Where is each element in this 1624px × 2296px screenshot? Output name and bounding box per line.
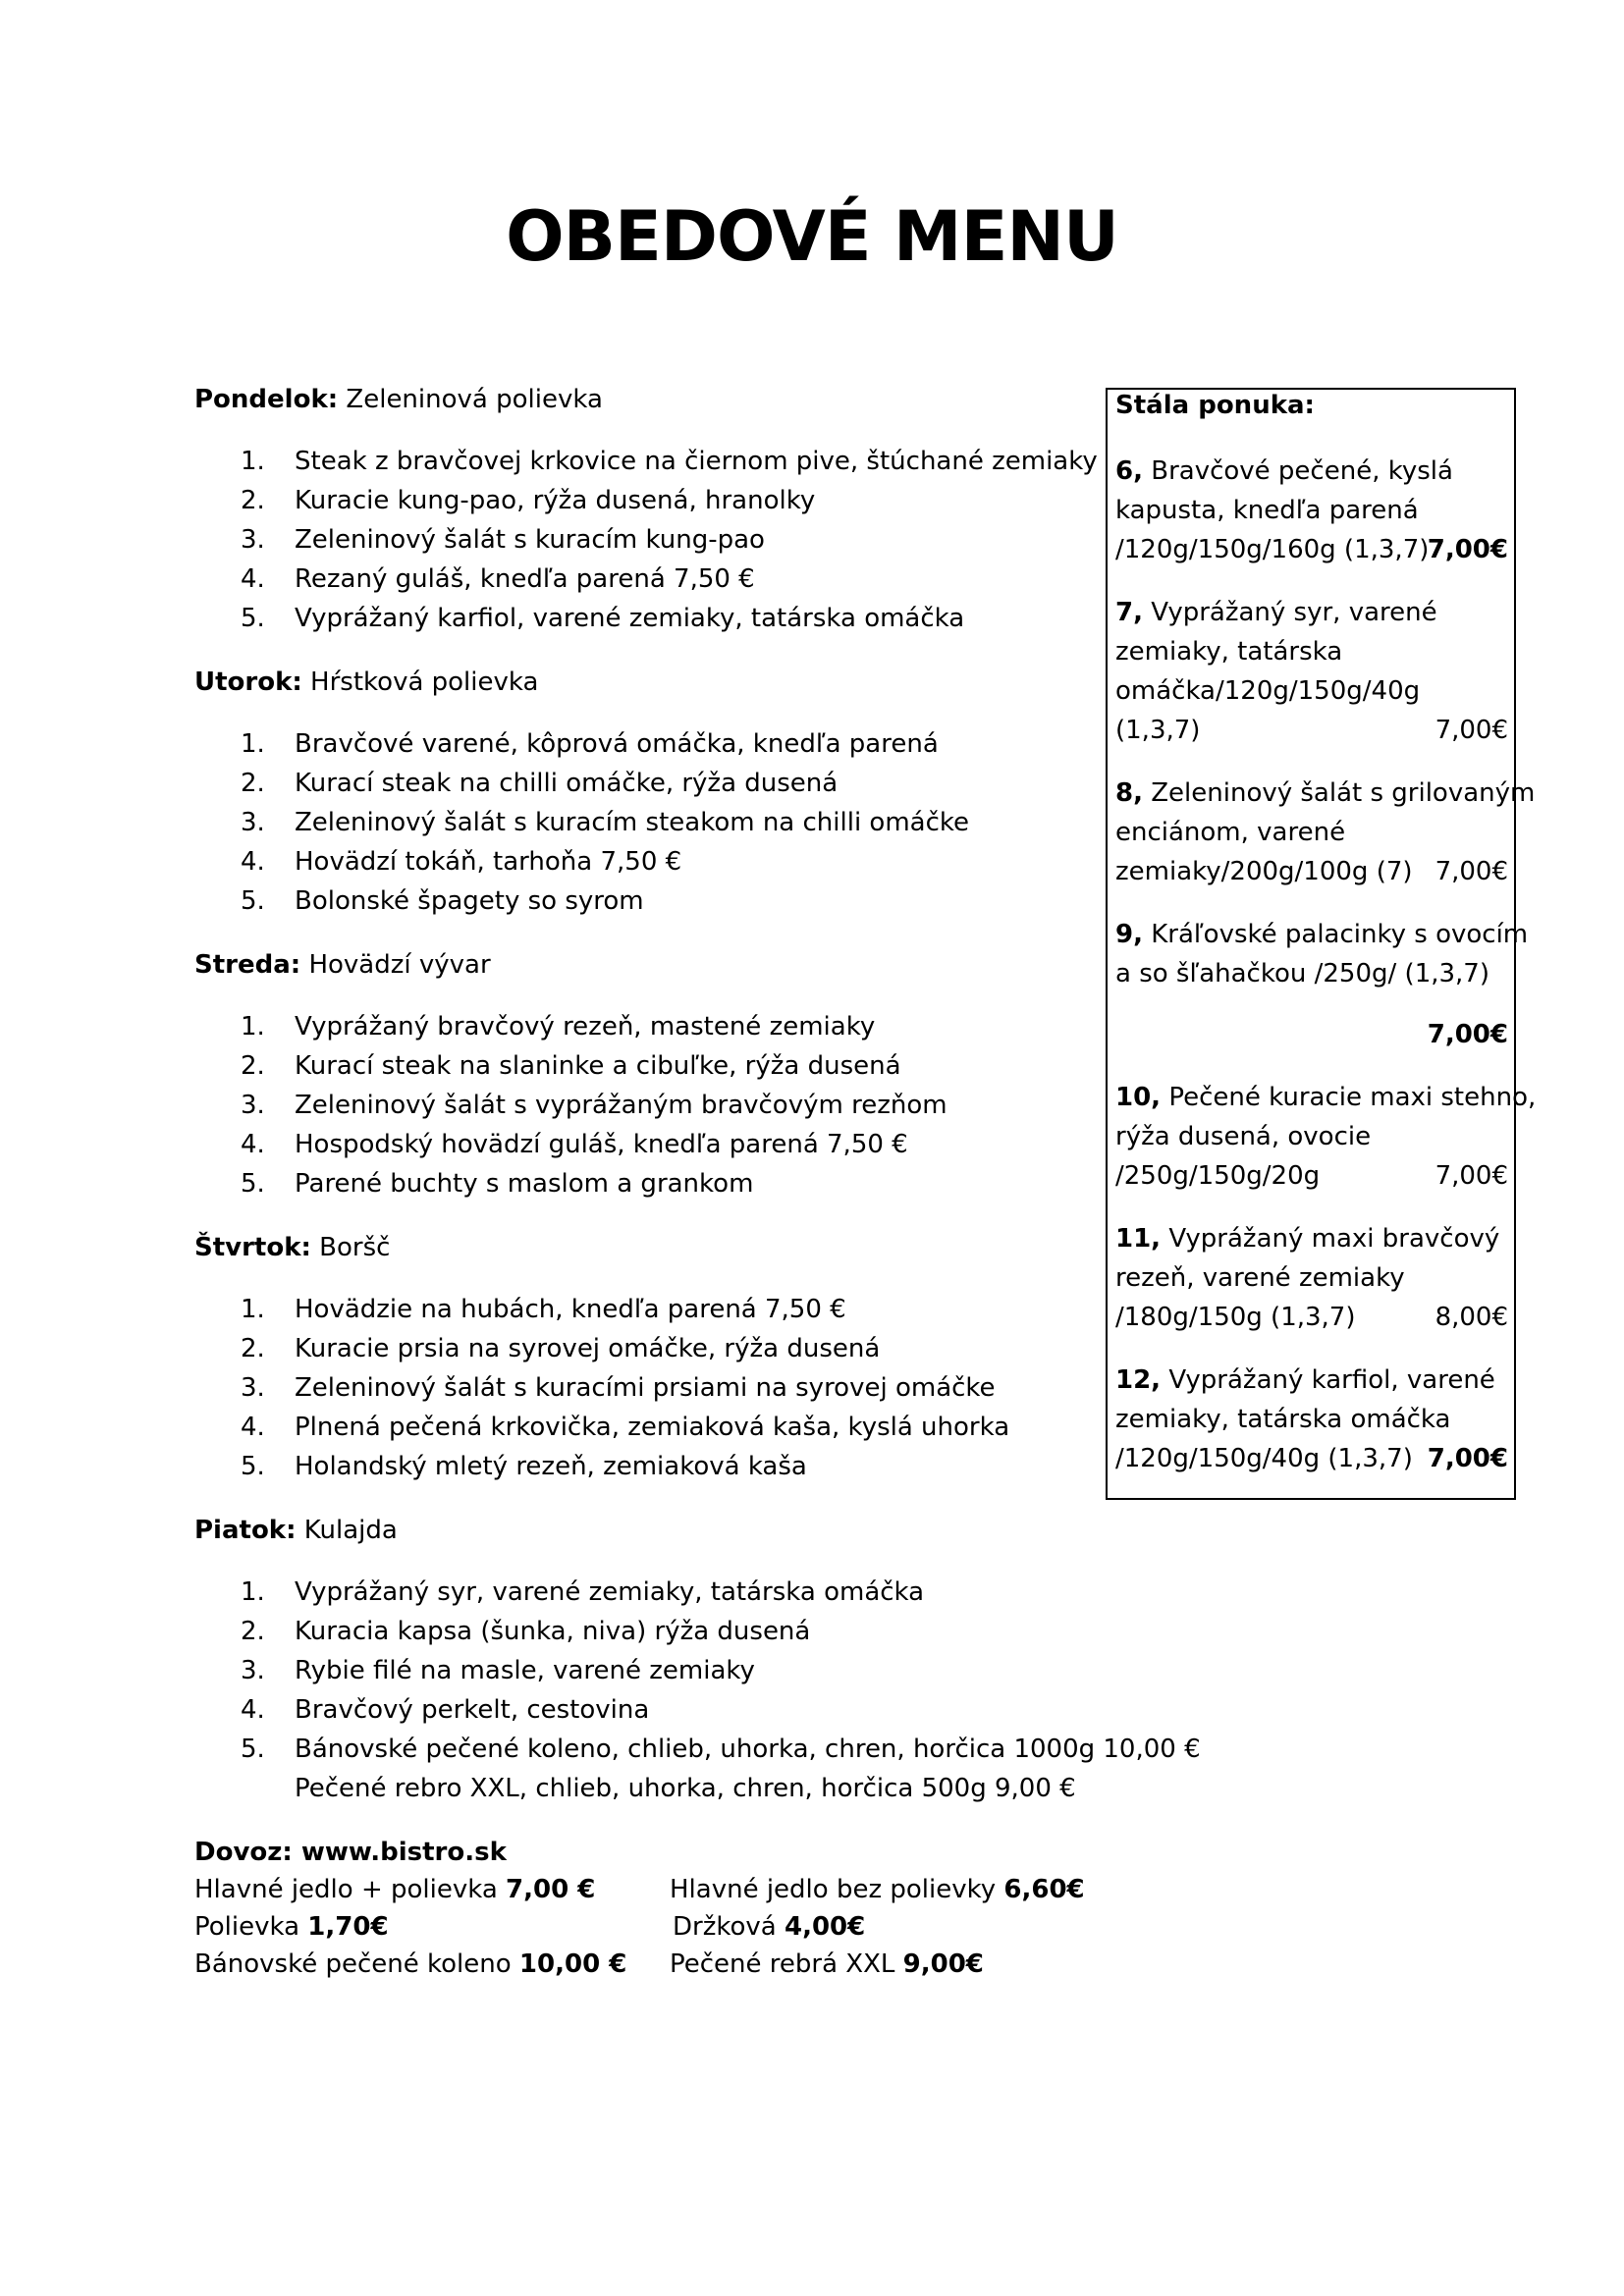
list-item-continuation: Pečené rebro XXL, chlieb, uhorka, chren, horčica 500g 9,00 € xyxy=(295,1774,1076,1803)
list-item: 5. Holandský mletý rezeň, zemiaková kaša xyxy=(241,1452,807,1481)
price-row: Polievka 1,70€ Držková 4,00€ xyxy=(194,1912,866,1942)
list-item: 3. Zeleninový šalát s vyprážaným bravčovým rezňom xyxy=(241,1091,947,1120)
day-name: Piatok: xyxy=(194,1516,297,1545)
list-item: 3. Zeleninový šalát s kuracími prsiami na syrovej omáčke xyxy=(241,1373,996,1403)
list-item: 1. Bravčové varené, kôprová omáčka, knedľa parená xyxy=(241,729,939,759)
menu-list-tuesday xyxy=(241,724,969,921)
standing-item: 9, Kráľovské palacinky s ovocím a so šľahačkou /250g/ (1,3,7) 7,00€ xyxy=(1115,915,1508,1054)
day-heading-tuesday xyxy=(194,669,538,695)
day-heading-wednesday xyxy=(194,952,491,978)
list-item: 3. Rybie filé na masle, varené zemiaky xyxy=(241,1656,755,1685)
standing-item: 11, Vyprážaný maxi bravčový rezeň, varené zemiaky /180g/150g (1,3,7) 8,00€ xyxy=(1115,1219,1508,1337)
list-item: 4. Hospodský hovädzí guláš, knedľa parená 7,50 € xyxy=(241,1130,908,1159)
day-name: Pondelok: xyxy=(194,385,339,414)
price: 7,00€ xyxy=(1427,535,1508,564)
price-row: Hlavné jedlo + polievka 7,00 € Hlavné jedlo bez polievky 6,60€ xyxy=(194,1875,1085,1904)
list-item: 4. Rezaný guláš, knedľa parená 7,50 € xyxy=(241,564,755,594)
price: 8,00€ xyxy=(1435,1303,1508,1332)
price: 7,00€ xyxy=(1427,1020,1508,1049)
list-item: 1. Vyprážaný bravčový rezeň, mastené zemiaky xyxy=(241,1012,876,1041)
day-soup: Zeleninová polievka xyxy=(346,385,603,414)
list-item: 3. Zeleninový šalát s kuracím steakom na chilli omáčke xyxy=(241,808,970,837)
list-item: 4. Hovädzí tokáň, tarhoňa 7,50 € xyxy=(241,847,682,877)
list-item: 1. Hovädzie na hubách, knedľa parená 7,50 € xyxy=(241,1295,846,1324)
day-soup: Hovädzí vývar xyxy=(308,950,491,980)
standing-offer-title: Stála ponuka: xyxy=(1115,391,1315,420)
day-heading-friday xyxy=(194,1518,398,1543)
price-row: Bánovské pečené koleno 10,00 € Pečené rebrá XXL 9,00€ xyxy=(194,1949,984,1979)
list-item: 2. Kuracie kung-pao, rýža dusená, hranolky xyxy=(241,486,816,515)
page-title: OBEDOVÉ MENU xyxy=(506,196,1118,277)
list-item: 4. Bravčový perkelt, cestovina xyxy=(241,1695,650,1725)
standing-item: 7, Vyprážaný syr, varené zemiaky, tatárska omáčka/120g/150g/40g (1,3,7) 7,00€ xyxy=(1115,593,1508,750)
menu-list-wednesday xyxy=(241,1007,947,1203)
list-item: 2. Kuracie prsia na syrovej omáčke, rýža dusená xyxy=(241,1334,881,1363)
day-heading-monday xyxy=(194,387,603,412)
day-name: Streda: xyxy=(194,950,301,980)
list-item: 5. Vyprážaný karfiol, varené zemiaky, tatárska omáčka xyxy=(241,604,965,633)
list-item: 5. Parené buchty s maslom a grankom xyxy=(241,1169,754,1199)
day-soup: Boršč xyxy=(319,1233,391,1262)
day-heading-thursday xyxy=(194,1235,390,1260)
standing-item: 12, Vyprážaný karfiol, varené zemiaky, tatárska omáčka /120g/150g/40g (1,3,7) 7,00€ xyxy=(1115,1361,1508,1478)
standing-item: 10, Pečené kuracie maxi stehno, rýža dusená, ovocie /250g/150g/20g 7,00€ xyxy=(1115,1078,1508,1196)
day-soup: Hŕstková polievka xyxy=(310,667,539,697)
price: 7,00€ xyxy=(1435,857,1508,886)
standing-item: 6, Bravčové pečené, kyslá kapusta, knedľa parená /120g/150g/160g (1,3,7) 7,00€ xyxy=(1115,452,1508,569)
delivery-info: Dovoz: www.bistro.sk xyxy=(194,1838,507,1867)
price: 7,00€ xyxy=(1435,1161,1508,1191)
menu-list-monday xyxy=(241,442,1098,638)
day-name: Štvrtok: xyxy=(194,1233,311,1262)
menu-list-thursday xyxy=(241,1290,1009,1486)
list-item: 4. Plnená pečená krkovička, zemiaková kaša, kyslá uhorka xyxy=(241,1413,1010,1442)
list-item: 1. Vyprážaný syr, varené zemiaky, tatárska omáčka xyxy=(241,1577,925,1607)
list-item: 2. Kurací steak na slaninke a cibuľke, rýža dusená xyxy=(241,1051,901,1081)
list-item: 3. Zeleninový šalát s kuracím kung-pao xyxy=(241,525,765,555)
list-item: 2. Kurací steak na chilli omáčke, rýža dusená xyxy=(241,769,839,798)
list-item: 2. Kuracia kapsa (šunka, niva) rýža dusená xyxy=(241,1617,811,1646)
day-soup: Kulajda xyxy=(303,1516,398,1545)
standing-item: 8, Zeleninový šalát s grilovaným enciánom, varené zemiaky/200g/100g (7) 7,00€ xyxy=(1115,774,1508,891)
price-summary xyxy=(194,1871,1176,1983)
menu-list-friday xyxy=(241,1573,1201,1808)
list-item: 5. Bolonské špagety so syrom xyxy=(241,886,644,916)
day-name: Utorok: xyxy=(194,667,302,697)
price: 7,00€ xyxy=(1435,716,1508,745)
list-item: 1. Steak z bravčovej krkovice na čiernom pive, štúchané zemiaky xyxy=(241,447,1098,476)
list-item: 5. Bánovské pečené koleno, chlieb, uhorka, chren, horčica 1000g 10,00 € xyxy=(241,1735,1201,1764)
price: 7,00€ xyxy=(1427,1444,1508,1473)
